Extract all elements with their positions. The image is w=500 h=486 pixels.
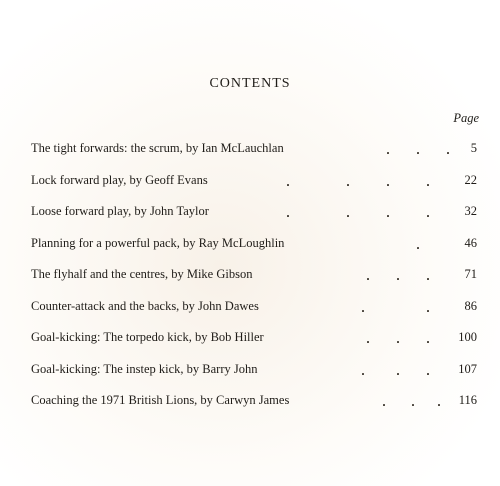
toc-entry-title: Planning for a powerful pack, by Ray McLoughlin xyxy=(31,236,285,250)
leader-dot xyxy=(427,341,429,343)
leader-dot xyxy=(427,310,429,312)
toc-entry-page: 71 xyxy=(464,267,477,281)
leader-dot xyxy=(367,278,369,280)
page-column-label: Page xyxy=(453,111,479,125)
leader-dot xyxy=(412,404,414,406)
toc-entry-title: Goal-kicking: The torpedo kick, by Bob Hiller xyxy=(31,330,264,344)
leader-dot xyxy=(417,247,419,249)
leader-dot xyxy=(427,278,429,280)
leader-dot xyxy=(387,184,389,186)
leader-dot xyxy=(397,278,399,280)
toc-entry xyxy=(31,391,477,409)
leader-dot xyxy=(397,341,399,343)
toc-entry-page: 5 xyxy=(470,141,477,155)
toc-entry-page: 46 xyxy=(464,236,477,250)
leader-dot xyxy=(287,184,289,186)
leader-dot xyxy=(427,215,429,217)
leader-dot xyxy=(397,373,399,375)
contents-heading: CONTENTS xyxy=(209,76,291,91)
toc-entry-page: 22 xyxy=(464,173,477,187)
toc-entry xyxy=(31,265,477,283)
leader-dot xyxy=(427,184,429,186)
leader-dot xyxy=(417,152,419,154)
toc-entry xyxy=(31,171,477,189)
leader-dot xyxy=(362,310,364,312)
toc-entry-page: 107 xyxy=(458,362,477,376)
leader-dot xyxy=(347,184,349,186)
toc-entry-page: 100 xyxy=(458,330,477,344)
toc-entry-title: The tight forwards: the scrum, by Ian McLauchlan xyxy=(31,141,284,155)
leader-dot xyxy=(362,373,364,375)
leader-dot xyxy=(367,341,369,343)
leader-dot xyxy=(387,152,389,154)
toc-entry xyxy=(31,234,477,252)
leader-dot xyxy=(383,404,385,406)
toc-entry-title: Loose forward play, by John Taylor xyxy=(31,204,209,218)
toc-entry-title: Lock forward play, by Geoff Evans xyxy=(31,173,208,187)
toc-entry xyxy=(31,328,477,346)
leader-dot xyxy=(287,215,289,217)
leader-dot xyxy=(447,152,449,154)
leader-dot xyxy=(427,373,429,375)
toc-entry-page: 86 xyxy=(464,299,477,313)
toc-entry xyxy=(31,297,477,315)
toc-entry-page: 32 xyxy=(464,204,477,218)
toc-entry-title: Counter-attack and the backs, by John Dawes xyxy=(31,299,259,313)
toc-entry-title: The flyhalf and the centres, by Mike Gibson xyxy=(31,267,253,281)
toc-entry-title: Coaching the 1971 British Lions, by Carwyn James xyxy=(31,393,290,407)
toc-entry-page: 116 xyxy=(458,393,477,407)
toc-entry-title: Goal-kicking: The instep kick, by Barry John xyxy=(31,362,258,376)
leader-dot xyxy=(387,215,389,217)
leader-dot xyxy=(347,215,349,217)
toc-entry xyxy=(31,202,477,220)
toc-entry xyxy=(31,360,477,378)
toc-entry xyxy=(31,139,477,157)
leader-dot xyxy=(438,404,440,406)
